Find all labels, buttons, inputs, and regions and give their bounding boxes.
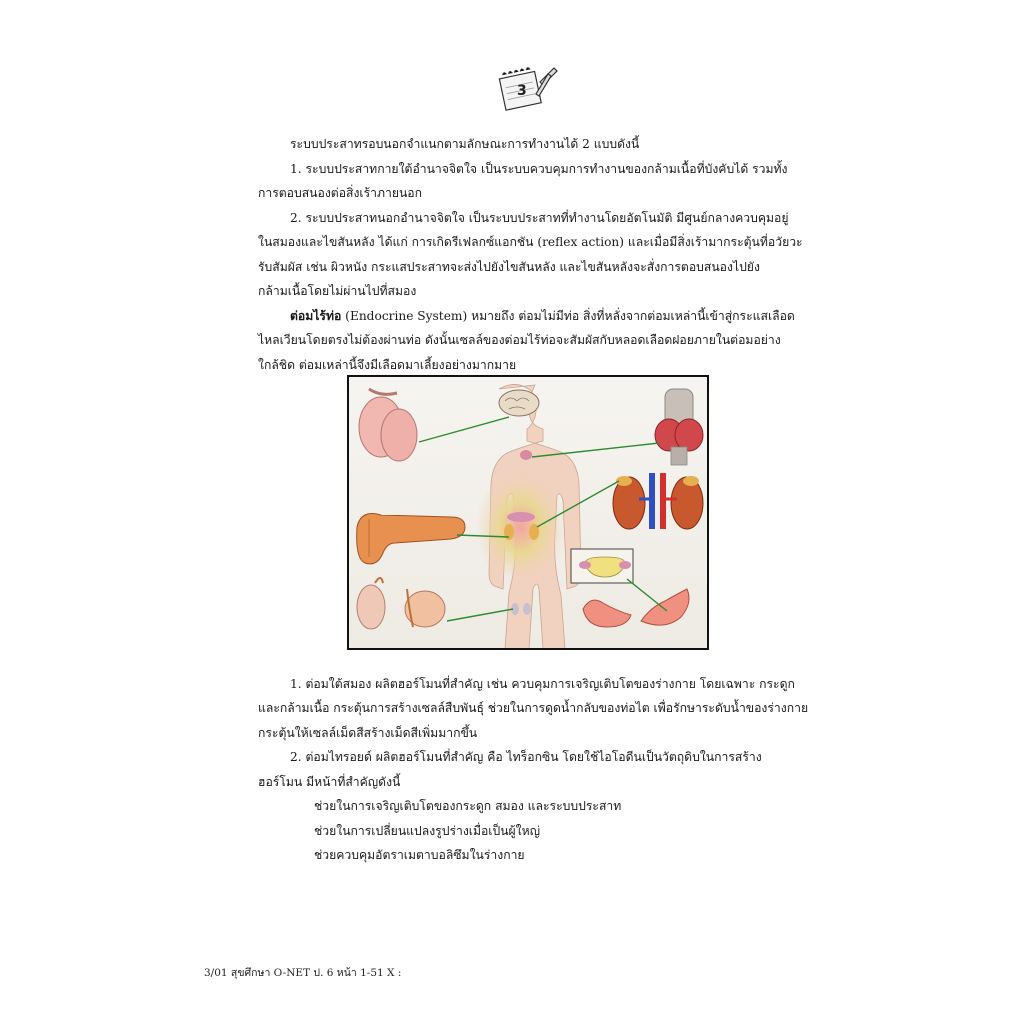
endocrine-glands-illustration [349,377,707,648]
thyroid-line1: 2. ต่อมไทรอยด์ ผลิตฮอร์โมนที่สำคัญ คือ ไทร็อกซิน โดยใช้ไอโอดีนเป็นวัตถุดิบในการสร้าง [290,750,762,764]
item2-line4: กล้ามเนื้อโดยไม่ผ่านไปที่สมอง [258,284,417,298]
endocrine-glands-figure [347,375,709,650]
thyroid-line2: ฮอร์โมน มีหน้าที่สำคัญดังนี้ [258,775,401,789]
pituitary-line1: 1. ต่อมใต้สมอง ผลิตฮอร์โมนที่สำคัญ เช่น ควบคุมการเจริญเติบโตของร่างกาย โดยเฉพาะ กระดูก [290,677,795,691]
item2-line2: ในสมองและไขสันหลัง ได้แก่ การเกิดรีเฟลกซ์แอกชัน (reflex action) และเมื่อมีสิ่งเร้ามากระตุ้นที่อวัยวะ [258,235,803,249]
brain-icon [499,390,539,416]
thyroid-bullet-2: ช่วยในการเปลี่ยนแปลงรูปร่างเมื่อเป็นผู้ใหญ่ [314,824,541,838]
page-footer: 3/01 สุขศึกษา O-NET ป. 6 หน้า 1-51 X : [204,967,402,979]
endocrine-line1-text: (Endocrine System) หมายถึง ต่อมไม่มีท่อ สิ่งที่หลั่งจากต่อมเหล่านี้เข้าสู่กระแสเลือด [341,309,795,323]
pituitary-line2: และกล้ามเนื้อ กระตุ้นการสร้างเซลล์สืบพันธุ์ ช่วยในการดูดน้ำกลับของท่อไต เพื่อรักษาระดับน้ำของร่างกาย [258,701,809,715]
item1-line2: การตอบสนองต่อสิ่งเร้าภายนอก [258,186,423,200]
intro-line: ระบบประสาทรอบนอกจำแนกตามลักษณะการทำงานได้ 2 แบบดังนี้ [290,137,640,151]
endocrine-line3: ใกล้ชิด ต่อมเหล่านี้จึงมีเลือดมาเลี้ยงอย่างมากมาย [258,358,517,372]
thyroid-bullet-1: ช่วยในการเจริญเติบโตของกระดูก สมอง และระบบประสาท [314,799,622,813]
endocrine-term: ต่อมไร้ท่อ [290,309,342,323]
item2-line1: 2. ระบบประสาทนอกอำนาจจิตใจ เป็นระบบประสาทที่ทำงานโดยอัตโนมัติ มีศูนย์กลางควบคุมอยู่ [290,211,789,225]
item2-line3: รับสัมผัส เช่น ผิวหนัง กระแสประสาทจะส่งไปยังไขสันหลัง และไขสันหลังจะสั่งการตอบสนองไปยัง [258,260,760,274]
ovary-organ-icon [571,549,633,583]
endocrine-line2: ไหลเวียนโดยตรงไม่ต้องผ่านท่อ ดังนั้นเซลล์ของต่อมไร้ท่อจะสัมผัสกับหลอดเลือดฝอยภายในต่อมอย่าง [258,333,781,347]
pituitary-line3: กระตุ้นให้เซลล์เม็ดสีสร้างเม็ดสีเพิ่มมากขึ้น [258,726,478,740]
endocrine-line1 [290,304,795,329]
item1-line1: 1. ระบบประสาทกายใต้อำนาจจิตใจ เป็นระบบควบคุมการทำงานของกล้ามเนื้อที่บังคับได้ รวมทั้ง [290,162,788,176]
page-number: 3 [517,83,527,99]
thyroid-bullet-3: ช่วยควบคุมอัตราเมตาบอลิซึมในร่างกาย [314,848,525,862]
